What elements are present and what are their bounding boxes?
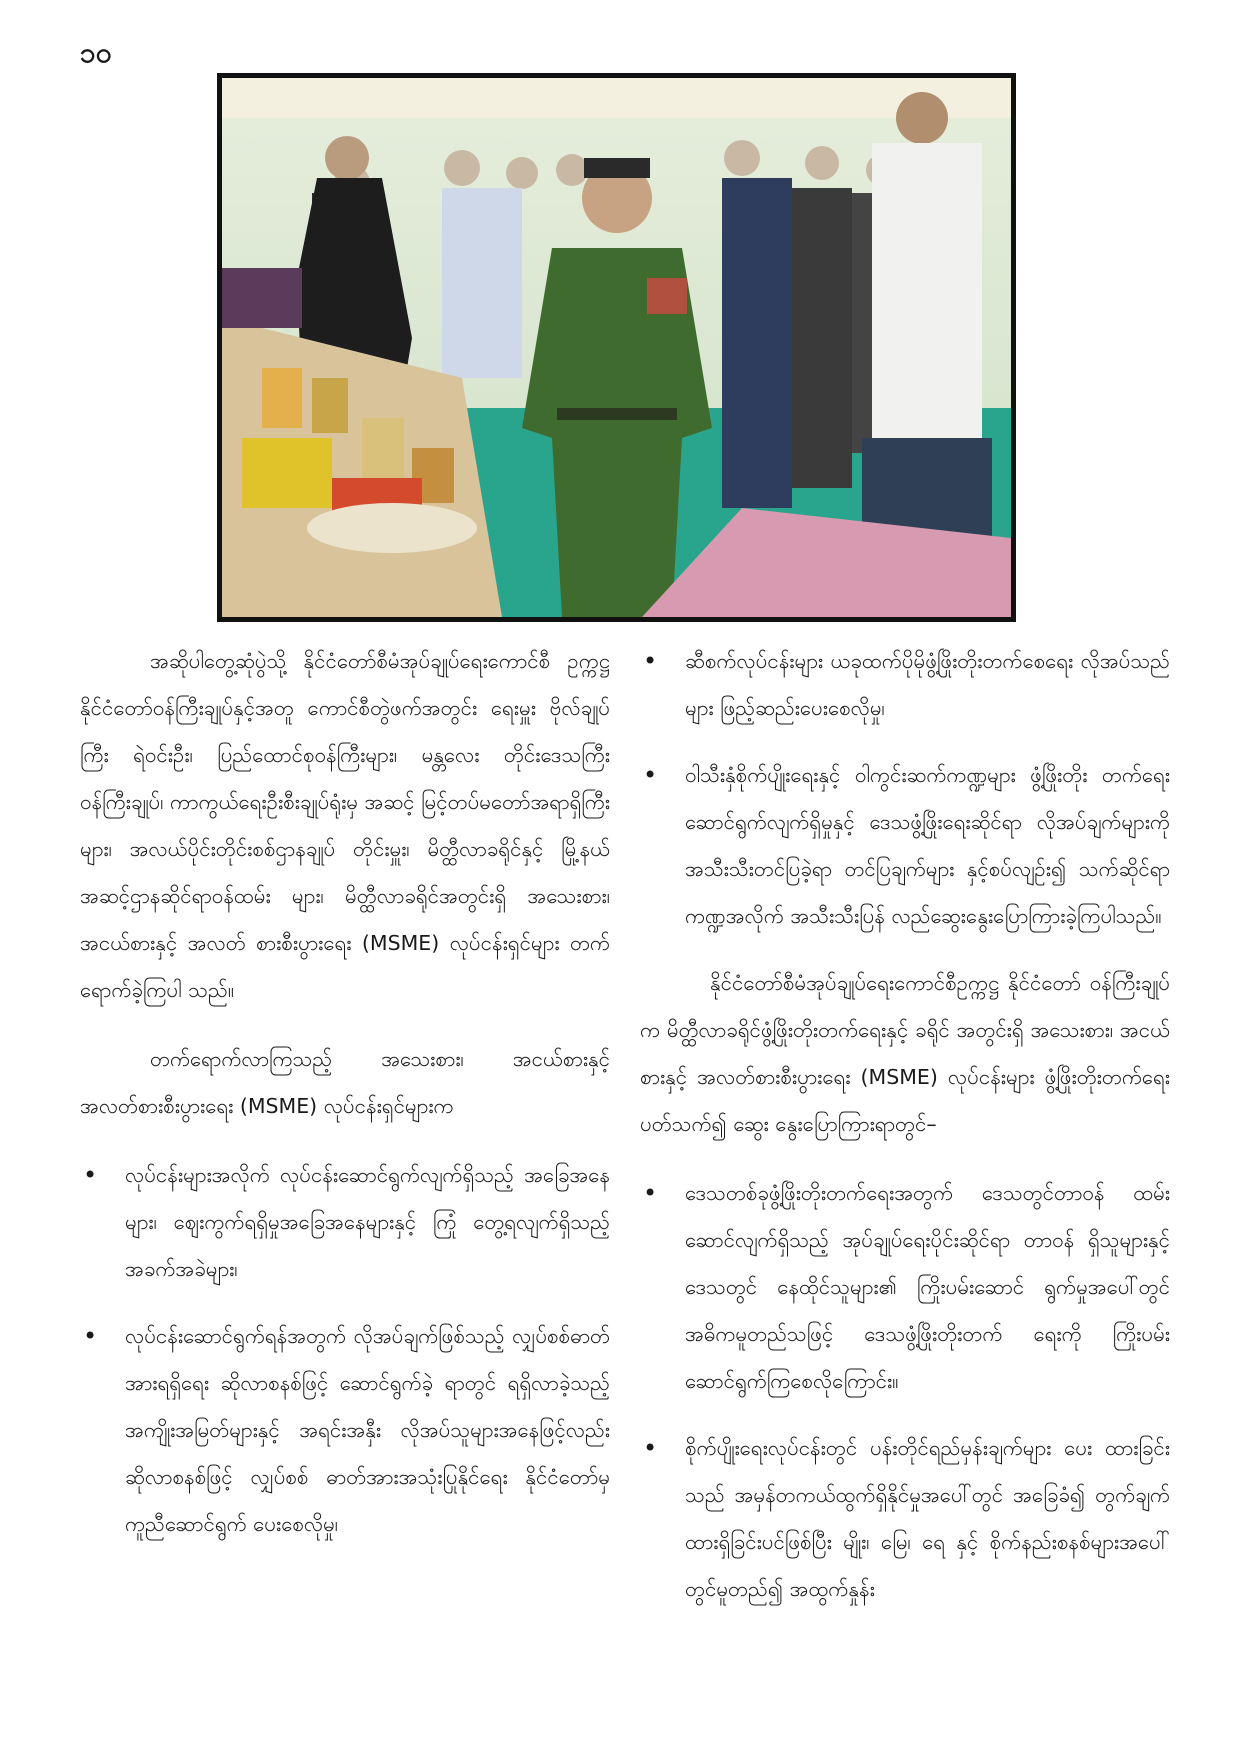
photo-illustration — [222, 78, 1011, 617]
list-item: • ဝါသီးနှံစိုက်ပျိုးရေးနှင့် ဝါကွင်းဆက်ကဏ္ဍများ ဖွံ့ဖြိုးတိုး တက်ရေး ဆောင်ရွက်လျက်ရှိမှုနှင့် ဒေသဖွံ့ဖြိုးရေးဆိုင်ရာ လိုအပ်ချက်များကိုအသီးသီးတင်ပြခဲ့ရာ တင်ပြချက်များ နှင့်စပ်လျဉ်း၍ သက်ဆိုင်ရာကဏ္ဍအလိုက် အသီးသီးပြန် လည်ဆွေးနွေးပြောကြားခဲ့ကြပါသည်။ — [640, 752, 1170, 940]
left-column — [80, 638, 610, 1568]
right-paragraph-1: နိုင်ငံတော်စီမံအုပ်ချုပ်ရေးကောင်စီဥက္ကဋ္ဌ နိုင်ငံတော် ဝန်ကြီးချုပ်က မိတ္ထီလာခရိုင်ဖွံ့ဖြိုးတိုးတက်ရေးနှင့် ခရိုင် အတွင်းရှိ အသေးစား၊ အငယ်စားနှင့် အလတ်စားစီးပွားရေး (MSME) လုပ်ငန်းများ ဖွံ့ဖြိုးတိုးတက်ရေးပတ်သက်၍ ဆွေး နွေးပြောကြားရာတွင်– — [640, 971, 1170, 1136]
right-column — [640, 638, 1170, 1633]
event-photo — [217, 73, 1016, 622]
left-bullet-list — [80, 1152, 610, 1548]
list-item: • ဒေသတစ်ခုဖွံ့ဖြိုးတိုးတက်ရေးအတွက် ဒေသတွင်တာဝန် ထမ်းဆောင်လျက်ရှိသည့် အုပ်ချုပ်ရေးပိုင်းဆိုင်ရာ တာဝန် ရှိသူများနှင့် ဒေသတွင် နေထိုင်သူများ၏ ကြိုးပမ်းဆောင် ရွက်မှုအပေါ်တွင် အဓိကမူတည်သဖြင့် ဒေသဖွံ့ဖြိုးတိုးတက် ရေးကို ကြိုးပမ်းဆောင်ရွက်ကြစေလိုကြောင်း။ — [640, 1170, 1170, 1405]
right-bullet-list-top — [640, 638, 1170, 940]
list-item: • လုပ်ငန်းများအလိုက် လုပ်ငန်းဆောင်ရွက်လျက်ရှိသည့် အခြေအနေများ၊ ဈေးကွက်ရရှိမှုအခြေအနေများနှင့် ကြုံ တွေ့ရလျက်ရှိသည့်အခက်အခဲများ၊ — [80, 1152, 610, 1293]
list-item: • စိုက်ပျိုးရေးလုပ်ငန်းတွင် ပန်းတိုင်ရည်မှန်းချက်များ ပေး ထားခြင်းသည် အမှန်တကယ်ထွက်ရှိနိုင်မှုအပေါ်တွင် အခြေခံ၍ တွက်ချက်ထားရှိခြင်းပင်ဖြစ်ပြီး မျိုး၊ မြေ၊ ရေ နှင့် စိုက်နည်းစနစ်များအပေါ်တွင်မူတည်၍ အထွက်နှုန်း — [640, 1425, 1170, 1613]
list-item: • ဆီစက်လုပ်ငန်းများ ယခုထက်ပိုမိုဖွံ့ဖြိုးတိုးတက်စေရေး လိုအပ်သည်များ ဖြည့်ဆည်းပေးစေလိုမှု၊ — [640, 638, 1170, 732]
page-number: ၁၀ — [80, 36, 112, 69]
list-item: • လုပ်ငန်းဆောင်ရွက်ရန်အတွက် လိုအပ်ချက်ဖြစ်သည့် လျှပ်စစ်ဓာတ်အားရရှိရေး ဆိုလာစနစ်ဖြင့် ဆောင်ရွက်ခဲ့ ရာတွင် ရရှိလာခဲ့သည့်အကျိုးအမြတ်များနှင့် အရင်းအနှီး လိုအပ်သူများအနေဖြင့်လည်း ဆိုလာစနစ်ဖြင့် လျှပ်စစ် ဓာတ်အားအသုံးပြုနိုင်ရေး နိုင်ငံတော်မှ ကူညီဆောင်ရွက် ပေးစေလိုမှု၊ — [80, 1313, 610, 1548]
left-paragraph-1: အဆိုပါတွေ့ဆုံပွဲသို့ နိုင်ငံတော်စီမံအုပ်ချုပ်ရေးကောင်စီ ဥက္ကဋ္ဌ နိုင်ငံတော်ဝန်ကြီးချုပ်နှင့်အတူ ကောင်စီတွဲဖက်အတွင်း ရေးမှူး ဗိုလ်ချုပ်ကြီး ရဲဝင်းဦး၊ ပြည်ထောင်စုဝန်ကြီးများ၊ မန္တလေး တိုင်းဒေသကြီး ဝန်ကြီးချုပ်၊ ကာကွယ်ရေးဦးစီးချုပ်ရုံးမှ အဆင့် မြင့်တပ်မတော်အရာရှိကြီးများ၊ အလယ်ပိုင်းတိုင်းစစ်ဌာနချုပ် တိုင်းမှူး၊ မိတ္ထီလာခရိုင်နှင့် မြို့နယ်အဆင့်ဌာနဆိုင်ရာဝန်ထမ်း များ၊ မိတ္ထီလာခရိုင်အတွင်းရှိ အသေးစား၊ အငယ်စားနှင့် အလတ် စားစီးပွားရေး (MSME) လုပ်ငန်းရှင်များ တက်ရောက်ခဲ့ကြပါ သည်။ — [80, 649, 610, 1002]
left-paragraph-2: တက်ရောက်လာကြသည့် အသေးစား၊ အငယ်စားနှင့် အလတ်စားစီးပွားရေး (MSME) လုပ်ငန်းရှင်များက — [80, 1047, 610, 1118]
right-bullet-list-bottom — [640, 1170, 1170, 1613]
